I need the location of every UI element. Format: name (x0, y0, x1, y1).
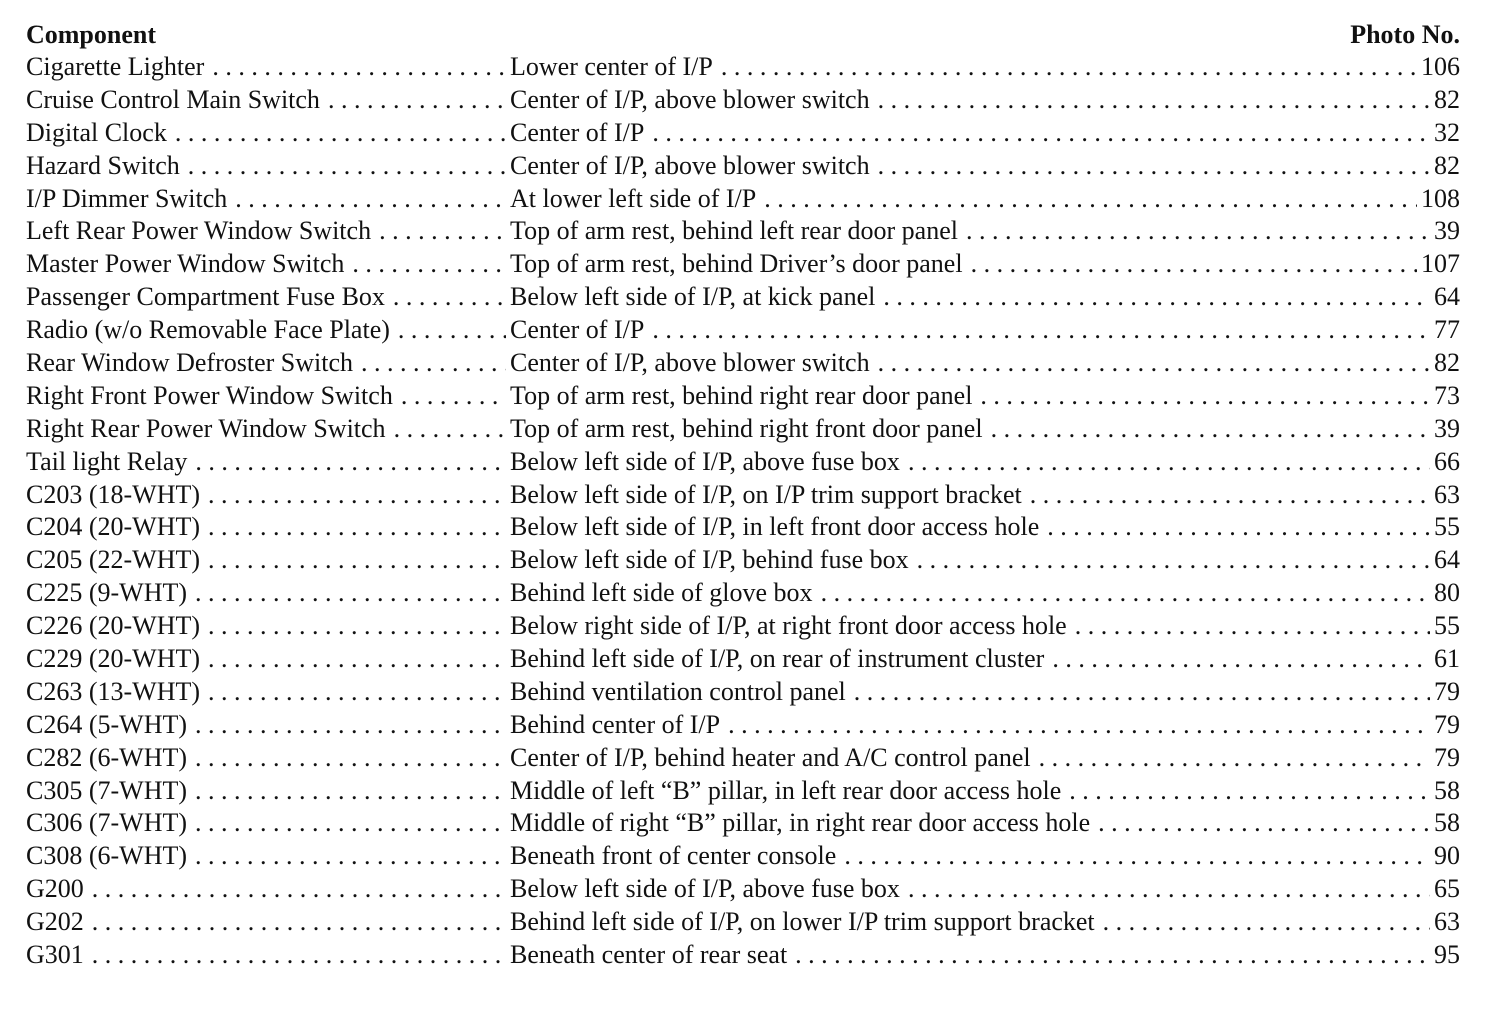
location-text: Beneath center of rear seat (510, 940, 791, 969)
table-row (26, 939, 1460, 972)
component-cell (26, 544, 506, 577)
location-text: Middle of left “B” pillar, in left rear door access hole (510, 776, 1065, 805)
component-cell (26, 183, 506, 216)
location-cell (510, 446, 1460, 479)
component-cell (26, 610, 506, 643)
component-name: C205 (22-WHT) (26, 545, 204, 574)
table-row (26, 347, 1460, 380)
location-cell (510, 873, 1460, 906)
location-cell (510, 51, 1460, 84)
component-cell (26, 873, 506, 906)
component-name: Hazard Switch (26, 151, 184, 180)
location-cell (510, 939, 1460, 972)
component-cell (26, 347, 506, 380)
table-row (26, 742, 1460, 775)
component-name: Right Front Power Window Switch (26, 381, 397, 410)
component-cell (26, 742, 506, 775)
location-text: Behind center of I/P (510, 710, 724, 739)
component-cell (26, 479, 506, 512)
component-name: C229 (20-WHT) (26, 644, 204, 673)
component-cell (26, 150, 506, 183)
location-text: Top of arm rest, behind Driver’s door panel (510, 249, 967, 278)
location-text: Behind left side of I/P, on lower I/P trim support bracket (510, 907, 1099, 936)
component-name: Radio (w/o Removable Face Plate) (26, 315, 394, 344)
component-cell (26, 314, 506, 347)
location-cell (510, 807, 1460, 840)
header-photo-no: Photo No. (1350, 20, 1460, 49)
table-row (26, 840, 1460, 873)
component-name: Cigarette Lighter (26, 52, 208, 81)
location-cell (510, 215, 1460, 248)
photo-number: 79 (1430, 709, 1460, 742)
location-text: Below left side of I/P, on I/P trim support bracket (510, 480, 1026, 509)
component-name: C305 (7-WHT) (26, 776, 191, 805)
component-name: C308 (6-WHT) (26, 841, 191, 870)
table-row (26, 51, 1460, 84)
table-row (26, 676, 1460, 709)
component-name: Passenger Compartment Fuse Box (26, 282, 389, 311)
component-name: I/P Dimmer Switch (26, 184, 231, 213)
table-row (26, 380, 1460, 413)
component-cell (26, 511, 506, 544)
location-text: Lower center of I/P (510, 52, 717, 81)
table-row (26, 150, 1460, 183)
photo-number: 66 (1430, 446, 1460, 479)
component-cell (26, 775, 506, 808)
location-cell (510, 248, 1460, 281)
table-row (26, 84, 1460, 117)
location-cell (510, 347, 1460, 380)
location-cell (510, 84, 1460, 117)
table-row (26, 643, 1460, 676)
photo-number: 58 (1430, 807, 1460, 840)
photo-number: 55 (1430, 610, 1460, 643)
photo-number: 79 (1430, 676, 1460, 709)
location-cell (510, 380, 1460, 413)
location-cell (510, 742, 1460, 775)
component-cell (26, 281, 506, 314)
table-row (26, 807, 1460, 840)
photo-number: 39 (1430, 215, 1460, 248)
component-name: Digital Clock (26, 118, 171, 147)
location-cell (510, 643, 1460, 676)
component-name: Rear Window Defroster Switch (26, 348, 357, 377)
component-name: Tail light Relay (26, 447, 191, 476)
location-text: Below left side of I/P, behind fuse box (510, 545, 913, 574)
component-name: C203 (18-WHT) (26, 480, 204, 509)
location-cell (510, 511, 1460, 544)
table-row (26, 215, 1460, 248)
photo-number: 61 (1430, 643, 1460, 676)
component-name: Master Power Window Switch (26, 249, 348, 278)
component-cell (26, 709, 506, 742)
location-text: Center of I/P, behind heater and A/C control panel (510, 743, 1035, 772)
component-cell (26, 446, 506, 479)
component-name: C282 (6-WHT) (26, 743, 191, 772)
component-name: C263 (13-WHT) (26, 677, 204, 706)
location-text: Center of I/P, above blower switch (510, 151, 874, 180)
component-name: C225 (9-WHT) (26, 578, 191, 607)
photo-number: 63 (1430, 906, 1460, 939)
table-header (26, 18, 1460, 51)
location-text: Top of arm rest, behind right front door panel (510, 414, 987, 443)
photo-number: 64 (1430, 544, 1460, 577)
component-cell (26, 807, 506, 840)
component-cell (26, 215, 506, 248)
location-text: Behind left side of glove box (510, 578, 817, 607)
location-cell (510, 413, 1460, 446)
component-name: C306 (7-WHT) (26, 808, 191, 837)
location-text: Below right side of I/P, at right front door access hole (510, 611, 1071, 640)
location-text: Top of arm rest, behind right rear door panel (510, 381, 976, 410)
photo-number: 82 (1430, 150, 1460, 183)
component-name: G301 (26, 940, 88, 969)
photo-number: 80 (1430, 577, 1460, 610)
location-cell (510, 610, 1460, 643)
location-cell (510, 117, 1460, 150)
location-text: Center of I/P (510, 118, 648, 147)
photo-number: 79 (1430, 742, 1460, 775)
component-cell (26, 643, 506, 676)
table-row (26, 577, 1460, 610)
location-cell (510, 183, 1460, 216)
location-cell (510, 775, 1460, 808)
table-row (26, 248, 1460, 281)
table-row (26, 314, 1460, 347)
photo-number: 108 (1417, 183, 1460, 216)
component-cell (26, 413, 506, 446)
component-name: G200 (26, 874, 88, 903)
component-name: G202 (26, 907, 88, 936)
component-name: C264 (5-WHT) (26, 710, 191, 739)
component-name: C204 (20-WHT) (26, 512, 204, 541)
location-cell (510, 840, 1460, 873)
table-row (26, 413, 1460, 446)
component-name: Right Rear Power Window Switch (26, 414, 390, 443)
component-name: Cruise Control Main Switch (26, 85, 324, 114)
location-text: Center of I/P, above blower switch (510, 85, 874, 114)
table-row (26, 446, 1460, 479)
photo-number: 64 (1430, 281, 1460, 314)
photo-number: 58 (1430, 775, 1460, 808)
location-text: Top of arm rest, behind left rear door panel (510, 216, 962, 245)
photo-number: 39 (1430, 413, 1460, 446)
location-cell (510, 906, 1460, 939)
location-text: Below left side of I/P, above fuse box (510, 447, 904, 476)
location-text: Center of I/P (510, 315, 648, 344)
location-cell (510, 150, 1460, 183)
photo-number: 55 (1430, 511, 1460, 544)
location-cell (510, 281, 1460, 314)
photo-number: 65 (1430, 873, 1460, 906)
component-cell (26, 840, 506, 873)
component-cell (26, 51, 506, 84)
table-row (26, 511, 1460, 544)
location-cell (510, 676, 1460, 709)
table-row (26, 709, 1460, 742)
table-row (26, 775, 1460, 808)
component-cell (26, 380, 506, 413)
location-text: At lower left side of I/P (510, 184, 760, 213)
table-row (26, 281, 1460, 314)
photo-number: 77 (1430, 314, 1460, 347)
location-cell (510, 577, 1460, 610)
location-text: Middle of right “B” pillar, in right rear door access hole (510, 808, 1094, 837)
photo-number: 63 (1430, 479, 1460, 512)
table-row (26, 479, 1460, 512)
table-body (26, 51, 1460, 972)
location-text: Below left side of I/P, above fuse box (510, 874, 904, 903)
location-cell (510, 314, 1460, 347)
photo-number: 106 (1417, 51, 1460, 84)
photo-number: 95 (1430, 939, 1460, 972)
location-cell (510, 479, 1460, 512)
component-name: Left Rear Power Window Switch (26, 216, 375, 245)
photo-number: 32 (1430, 117, 1460, 150)
photo-number: 107 (1417, 248, 1460, 281)
location-text: Behind ventilation control panel (510, 677, 850, 706)
location-cell (510, 544, 1460, 577)
location-text: Below left side of I/P, at kick panel (510, 282, 879, 311)
photo-number: 73 (1430, 380, 1460, 413)
location-cell (510, 709, 1460, 742)
location-text: Below left side of I/P, in left front door access hole (510, 512, 1043, 541)
table-row (26, 183, 1460, 216)
location-text: Beneath front of center console (510, 841, 840, 870)
table-row (26, 906, 1460, 939)
component-name: C226 (20-WHT) (26, 611, 204, 640)
component-cell (26, 906, 506, 939)
location-text: Behind left side of I/P, on rear of instrument cluster (510, 644, 1048, 673)
header-component: Component (26, 20, 157, 49)
table-row (26, 610, 1460, 643)
component-cell (26, 676, 506, 709)
photo-number: 82 (1430, 347, 1460, 380)
table-row (26, 873, 1460, 906)
component-cell (26, 939, 506, 972)
location-text: Center of I/P, above blower switch (510, 348, 874, 377)
component-cell (26, 248, 506, 281)
photo-number: 90 (1430, 840, 1460, 873)
table-row (26, 544, 1460, 577)
component-cell (26, 117, 506, 150)
table-row (26, 117, 1460, 150)
photo-number: 82 (1430, 84, 1460, 117)
component-cell (26, 84, 506, 117)
component-location-table (26, 18, 1460, 972)
component-cell (26, 577, 506, 610)
